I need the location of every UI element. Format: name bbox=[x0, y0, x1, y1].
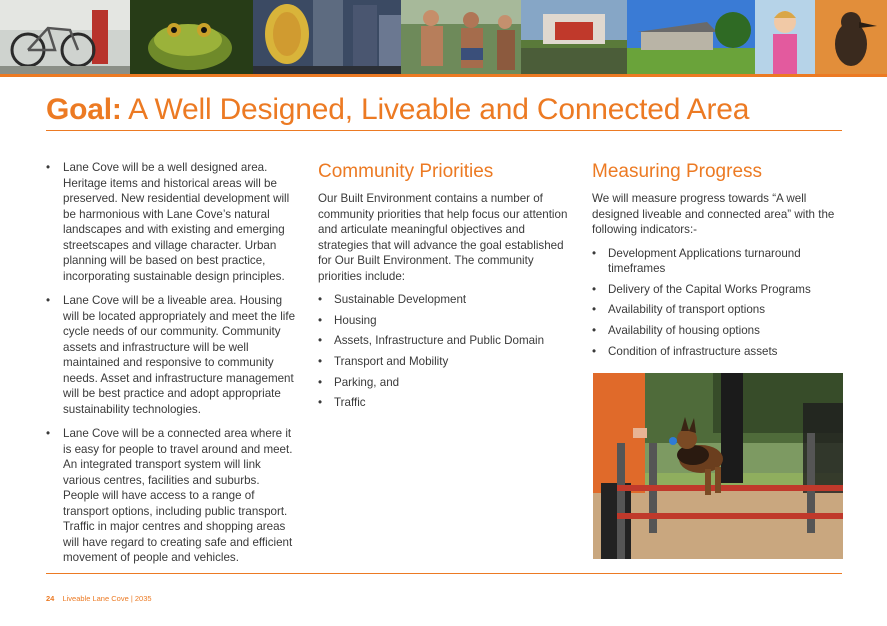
list-item: • Parking, and bbox=[318, 375, 570, 391]
list-item: • Traffic bbox=[318, 395, 570, 411]
footer-divider bbox=[46, 573, 842, 574]
community-priorities-section bbox=[318, 160, 570, 416]
community-priorities-list bbox=[318, 292, 570, 411]
title-divider bbox=[46, 130, 842, 131]
goal-text: A Well Designed, Liveable and Connected Area bbox=[128, 93, 750, 126]
header-divider bbox=[0, 74, 887, 77]
list-item: • Development Applications turnaround timeframes bbox=[592, 246, 844, 277]
left-column bbox=[46, 160, 298, 575]
child-photo bbox=[755, 0, 815, 74]
list-item: • Availability of housing options bbox=[592, 323, 844, 339]
goal-statement-well-designed: • Lane Cove will be a well designed area. Heritage items and historical areas will be preserved. New residential development will be harmonious with Lane Cove’s natural landscapes and with existing and emerging streetscapes and village character. Urban planning will be based on best practice, incorporating sustainable design principles. bbox=[46, 160, 298, 284]
community-priorities-heading: Community Priorities bbox=[318, 161, 494, 182]
list-item: • Condition of infrastructure assets bbox=[592, 344, 844, 360]
goal-statement-connected: • Lane Cove will be a connected area where it is easy for people to travel around and meet. An integrated transport system will link various centres, facilities and suburbs. People will have access to a range of transport options, including public transport. Traffic in major centres and shopping areas will have regard to creating safe and efficient movement of people and vehicles. bbox=[46, 426, 298, 566]
publication-name: Liveable Lane Cove | 2035 bbox=[62, 594, 152, 603]
dog-agility-photo bbox=[593, 373, 843, 559]
list-item: • Delivery of the Capital Works Programs bbox=[592, 282, 844, 298]
goal-statement-liveable: • Lane Cove will be a liveable area. Housing will be located appropriately and meet the life cycle needs of our community. Community assets and infrastructure will be well maintained and responsive to community needs. Asset and infrastructure management will be best practice and adopt appropriate sustainability technologies. bbox=[46, 293, 298, 417]
indicators-list bbox=[592, 246, 844, 360]
outdoor-concert-photo bbox=[521, 0, 627, 74]
list-item: • Housing bbox=[318, 313, 570, 329]
page-number: 24 bbox=[46, 594, 55, 603]
list-item: • Assets, Infrastructure and Public Domain bbox=[318, 333, 570, 349]
kookaburra-photo bbox=[815, 0, 887, 74]
measuring-progress-heading: Measuring Progress bbox=[592, 161, 763, 182]
frog-photo bbox=[130, 0, 253, 74]
list-item: • Sustainable Development bbox=[318, 292, 570, 308]
people-photo bbox=[401, 0, 521, 74]
sculpture-city-photo bbox=[253, 0, 401, 74]
goal-statements-list bbox=[46, 160, 298, 566]
goal-label: Goal: bbox=[46, 93, 122, 126]
page-title bbox=[46, 93, 749, 127]
page-footer bbox=[46, 594, 152, 603]
list-item: • Transport and Mobility bbox=[318, 354, 570, 370]
measuring-progress-section bbox=[592, 160, 844, 364]
community-priorities-intro: Our Built Environment contains a number of community priorities that help focus our attention and articulate meaningful objectives and strategies that will advance the goal established for Our Built Environment. The community priorities include: bbox=[318, 192, 568, 283]
park-pavilion-photo bbox=[627, 0, 755, 74]
measuring-progress-intro: We will measure progress towards “A well designed liveable and connected area” with the following indicators:- bbox=[592, 192, 835, 236]
list-item: • Availability of transport options bbox=[592, 302, 844, 318]
bicycle-photo bbox=[0, 0, 130, 74]
header-photo-strip bbox=[0, 0, 887, 74]
